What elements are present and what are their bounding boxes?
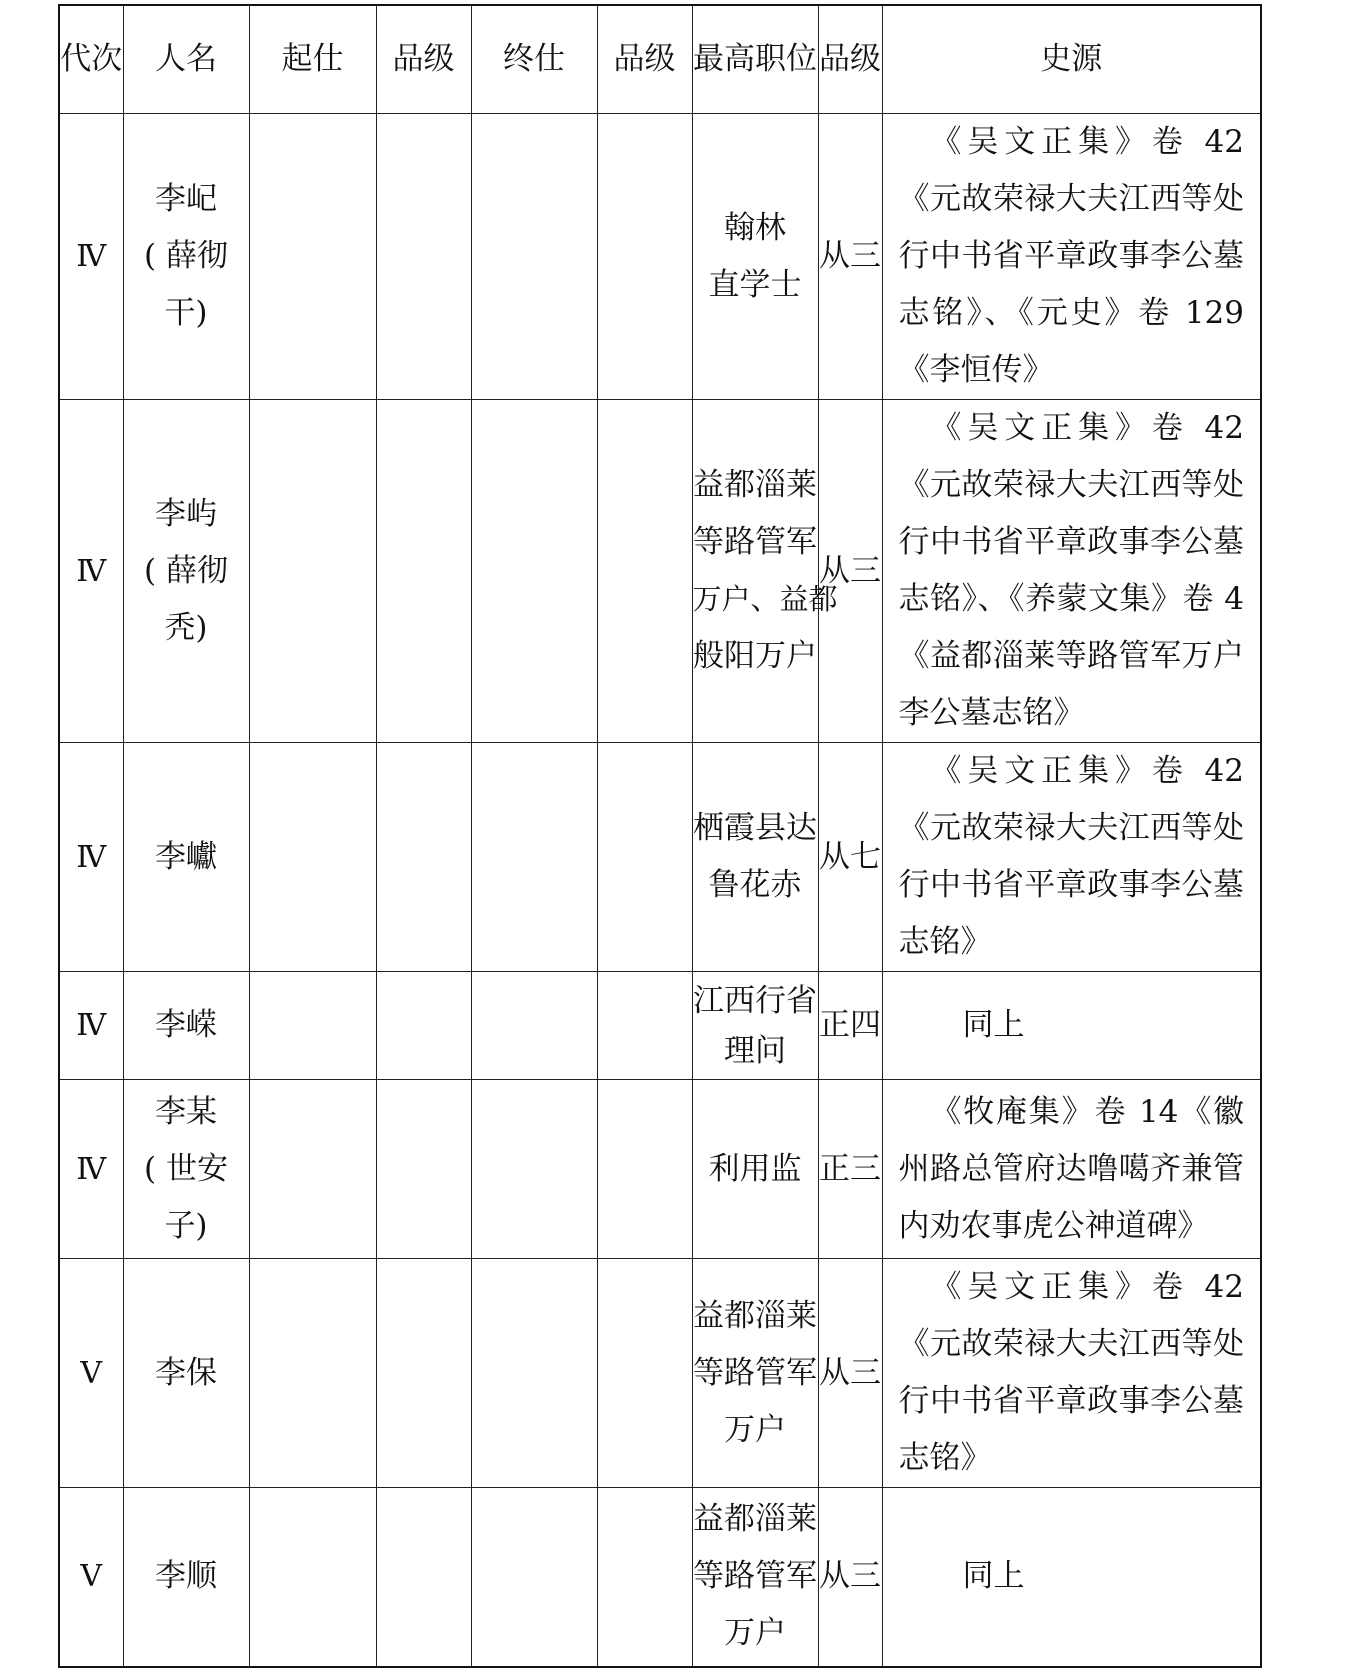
table-row — [59, 743, 1261, 972]
name-cell — [123, 1080, 249, 1259]
highest-rank-cell: 正三 — [818, 1080, 882, 1259]
end-rank-cell — [597, 114, 692, 400]
highest-post-line: 鲁花赤 — [708, 867, 802, 903]
highest-post-cell — [692, 1488, 818, 1667]
source-cell: 《吴文正集》卷 42《元故荣禄大夫江西等处行中书省平章政事李公墓志铭》 — [882, 743, 1261, 972]
end-post-cell — [471, 1080, 597, 1259]
highest-post-line: 等路管军 — [693, 524, 817, 560]
start-post-cell — [249, 400, 376, 743]
table-row — [59, 972, 1261, 1080]
generation-cell: Ⅴ — [59, 1488, 123, 1667]
name-line: 李某 — [155, 1093, 217, 1130]
start-rank-cell — [376, 972, 471, 1080]
highest-post-cell — [692, 1080, 818, 1259]
highest-post-line: 江西行省 — [693, 982, 817, 1019]
highest-rank-cell: 正四 — [818, 972, 882, 1080]
table-row — [59, 114, 1261, 400]
end-rank-cell — [597, 400, 692, 743]
start-post-cell — [249, 972, 376, 1080]
name-line: 李屺 — [155, 181, 217, 217]
highest-post-line: 栖霞县达 — [693, 810, 817, 846]
end-rank-cell — [597, 1080, 692, 1259]
table-row — [59, 1259, 1261, 1488]
highest-post-line: 等路管军 — [693, 1354, 817, 1391]
source-cell: 同上 — [882, 1488, 1261, 1667]
highest-rank-cell: 从三 — [818, 1488, 882, 1667]
header-end-rank: 品级 — [597, 5, 692, 114]
generation-cell: Ⅳ — [59, 1080, 123, 1259]
highest-post-line: 万户、益都 — [692, 582, 838, 616]
table-row — [59, 1080, 1261, 1259]
name-cell — [123, 1259, 249, 1488]
start-post-cell — [249, 1080, 376, 1259]
highest-rank-cell: 从三 — [818, 114, 882, 400]
name-alias: ( 薛彻干) — [144, 238, 228, 331]
start-rank-cell — [376, 1259, 471, 1488]
name-line: 李保 — [155, 1354, 217, 1391]
generation-cell: Ⅳ — [59, 114, 123, 400]
start-rank-cell — [376, 1080, 471, 1259]
header-highest-post: 最高职位 — [692, 5, 818, 114]
source-cell: 《吴文正集》卷 42《元故荣禄大夫江西等处行中书省平章政事李公墓志铭》 — [882, 1259, 1261, 1488]
header-generation: 代次 — [59, 5, 123, 114]
start-post-cell — [249, 1488, 376, 1667]
highest-post-line: 万户 — [724, 1615, 786, 1652]
name-line: 李嵘 — [155, 1007, 217, 1043]
start-rank-cell — [376, 743, 471, 972]
name-line: 李屿 — [155, 495, 217, 532]
generation-cell: Ⅴ — [59, 1259, 123, 1488]
name-cell — [123, 743, 249, 972]
start-post-cell — [249, 114, 376, 400]
name-cell — [123, 972, 249, 1080]
highest-post-line: 直学士 — [708, 266, 802, 303]
header-name: 人名 — [123, 5, 249, 114]
end-post-cell — [471, 972, 597, 1080]
highest-rank-cell: 从三 — [818, 1259, 882, 1488]
name-alias: ( 世安子) — [144, 1150, 228, 1244]
start-rank-cell — [376, 400, 471, 743]
header-start-rank: 品级 — [376, 5, 471, 114]
end-rank-cell — [597, 1488, 692, 1667]
table-row — [59, 1488, 1261, 1667]
header-end-post: 终仕 — [471, 5, 597, 114]
name-cell — [123, 114, 249, 400]
source-cell: 同上 — [882, 972, 1261, 1080]
name-cell — [123, 400, 249, 743]
highest-post-line: 理问 — [724, 1032, 786, 1069]
end-rank-cell — [597, 972, 692, 1080]
start-rank-cell — [376, 1488, 471, 1667]
highest-post-line: 益都淄莱 — [693, 467, 817, 503]
source-cell: 《牧庵集》卷 14《徽州路总管府达噜噶齐兼管内劝农事虎公神道碑》 — [882, 1080, 1261, 1259]
end-post-cell — [471, 743, 597, 972]
end-post-cell — [471, 1488, 597, 1667]
header-start-post: 起仕 — [249, 5, 376, 114]
highest-rank-cell: 从七 — [818, 743, 882, 972]
highest-post-line: 翰林 — [724, 209, 786, 246]
highest-post-cell — [692, 400, 838, 743]
end-rank-cell — [597, 1259, 692, 1488]
name-line: 李顺 — [155, 1558, 217, 1595]
header-source: 史源 — [882, 5, 1261, 114]
highest-post-cell — [692, 972, 818, 1080]
header-row — [59, 5, 1261, 114]
header-highest-rank: 品级 — [818, 5, 882, 114]
highest-post-line: 万户 — [724, 1411, 786, 1448]
start-rank-cell — [376, 114, 471, 400]
highest-post-cell — [692, 743, 818, 972]
end-post-cell — [471, 114, 597, 400]
end-post-cell — [471, 1259, 597, 1488]
name-cell — [123, 1488, 249, 1667]
highest-post-cell — [692, 114, 818, 400]
start-post-cell — [249, 1259, 376, 1488]
start-post-cell — [249, 743, 376, 972]
generation-cell: Ⅳ — [59, 743, 123, 972]
highest-post-line: 益都淄莱 — [693, 1297, 817, 1334]
source-cell: 《吴文正集》卷 42《元故荣禄大夫江西等处行中书省平章政事李公墓志铭》、《元史》卷 129《李恒传》 — [882, 114, 1261, 400]
table-row — [59, 400, 1261, 743]
highest-post-cell — [692, 1259, 818, 1488]
end-post-cell — [471, 400, 597, 743]
generation-cell: Ⅳ — [59, 400, 123, 743]
officials-table — [58, 4, 1262, 1668]
highest-post-line: 益都淄莱 — [693, 1501, 817, 1538]
highest-rank-cell: 从三 — [818, 400, 882, 743]
highest-post-line: 等路管军 — [693, 1558, 817, 1595]
end-rank-cell — [597, 743, 692, 972]
generation-cell: Ⅳ — [59, 972, 123, 1080]
highest-post-line: 利用监 — [708, 1150, 802, 1187]
highest-post-line: 般阳万户 — [693, 638, 817, 674]
source-cell: 《吴文正集》卷 42《元故荣禄大夫江西等处行中书省平章政事李公墓志铭》、《养蒙文集》卷 4《益都淄莱等路管军万户李公墓志铭》 — [882, 400, 1261, 743]
name-line: 李巘 — [155, 838, 217, 875]
name-alias: ( 薛彻秃) — [144, 552, 228, 646]
